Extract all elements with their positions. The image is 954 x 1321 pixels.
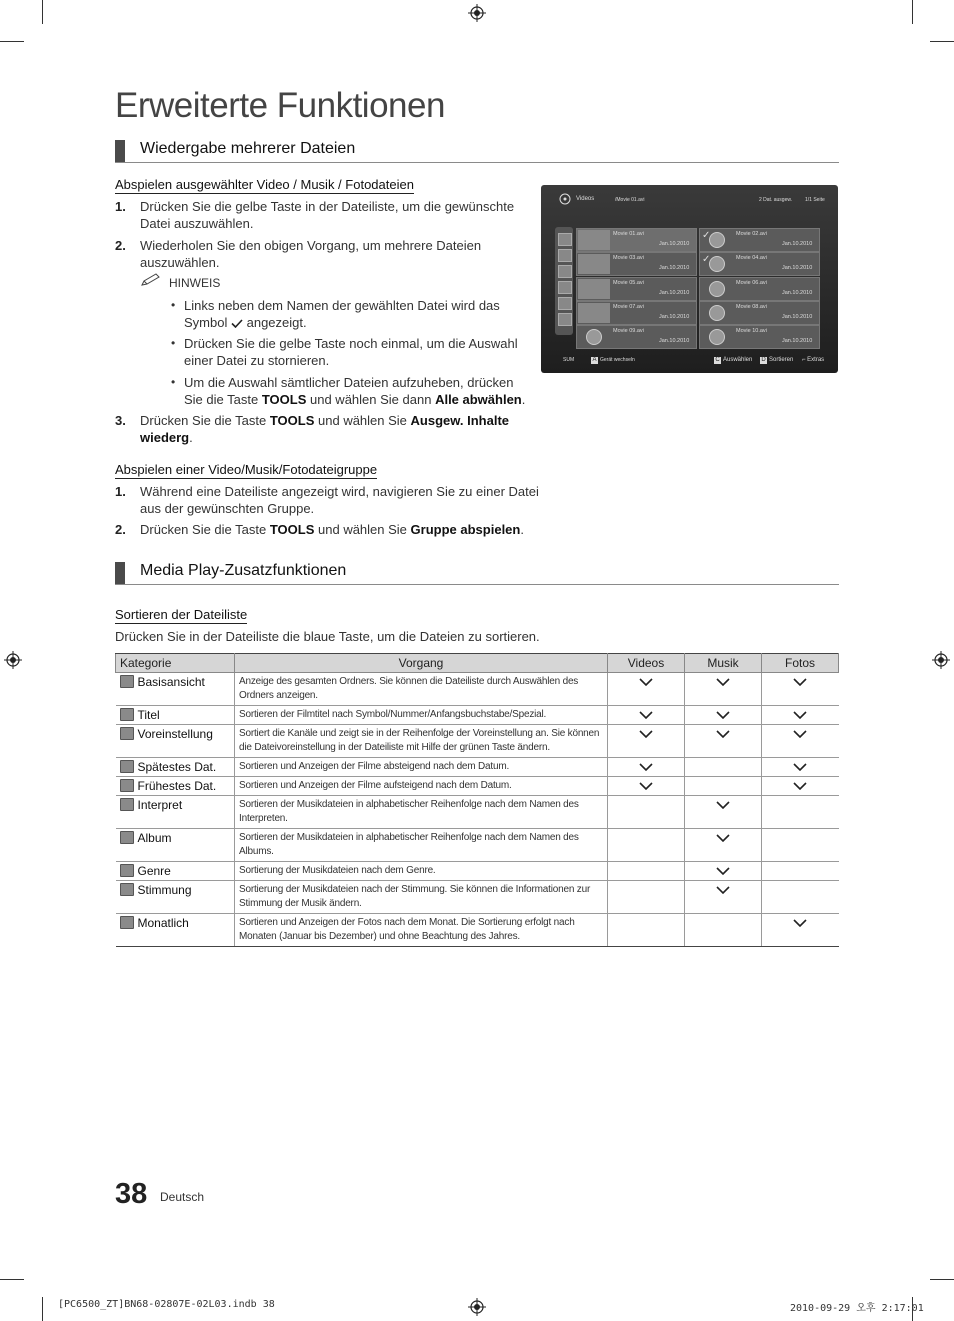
chevron-down-icon — [716, 834, 730, 842]
chevron-down-icon — [716, 711, 730, 719]
step-text-part: und wählen Sie — [318, 413, 407, 428]
chevron-down-icon — [793, 763, 807, 771]
tv-file-name: Movie 09.avi — [613, 328, 644, 334]
section-heading — [115, 140, 839, 163]
chevron-down-icon — [793, 678, 807, 686]
chevron-down-icon — [793, 919, 807, 927]
step-text — [140, 198, 514, 232]
musik-cell — [685, 777, 762, 796]
kategorie-cell — [116, 758, 235, 777]
kategorie-label: Voreinstellung — [137, 727, 213, 741]
print-timestamp: 2010-09-29 오후 2:17:01 — [790, 1303, 924, 1314]
tv-key-c-hint — [714, 357, 752, 364]
crop-mark — [930, 1279, 954, 1280]
tv-file-item[interactable] — [699, 277, 820, 301]
musik-cell — [685, 706, 762, 725]
tv-file-date: Jan.10.2010 — [659, 265, 690, 271]
videos-cell — [608, 829, 685, 862]
menu-option: Alle abwählen — [435, 392, 522, 407]
kategorie-label: Genre — [137, 864, 171, 878]
tv-extras-hint — [802, 357, 824, 363]
videos-cell — [608, 881, 685, 914]
tv-file-name: Movie 01.avi — [613, 231, 644, 237]
tv-file-date: Jan.10.2010 — [659, 338, 690, 344]
musik-cell — [685, 673, 762, 706]
chevron-down-icon — [639, 782, 653, 790]
mood-icon — [120, 883, 134, 896]
section-bar — [115, 562, 125, 584]
subsection-heading: Abspielen einer Video/Musik/Fotodateigruppe — [115, 462, 378, 477]
registration-mark-icon — [4, 651, 22, 669]
tv-hint-label: Extras — [807, 357, 825, 363]
fotos-cell — [762, 914, 839, 947]
tools-key: TOOLS — [261, 392, 307, 407]
sort-options-table — [115, 653, 839, 947]
tv-file-name: Movie 04.avi — [736, 255, 767, 261]
subsection-heading: Sortieren der Dateiliste — [115, 607, 248, 622]
kategorie-cell — [116, 914, 235, 947]
musik-cell — [685, 796, 762, 829]
tv-file-name: Movie 08.avi — [736, 304, 767, 310]
chevron-down-icon — [793, 782, 807, 790]
step-text — [140, 412, 509, 446]
folder-icon — [558, 233, 572, 246]
section-bar — [115, 140, 125, 162]
step-text — [140, 483, 539, 517]
kategorie-cell — [116, 706, 235, 725]
step-line: Wiederholen Sie den obigen Vorgang, um mehrere Dateien — [140, 238, 482, 253]
chevron-down-icon — [639, 678, 653, 686]
tv-file-item[interactable] — [699, 301, 820, 325]
note-text — [184, 335, 518, 369]
video-thumbnail — [578, 230, 610, 250]
tv-file-item[interactable] — [699, 252, 820, 276]
tv-hint-label: Sortieren — [769, 357, 794, 363]
registration-mark-icon — [468, 1298, 486, 1316]
kategorie-label: Stimmung — [137, 883, 192, 897]
chevron-down-icon — [716, 886, 730, 894]
vorgang-cell: Sortierung der Musikdateien nach der Stimmung. Sie können die Informationen zur Stimmung der Musik ändern. — [235, 881, 608, 914]
table-row — [116, 829, 839, 862]
videos-cell — [608, 706, 685, 725]
videos-cell — [608, 796, 685, 829]
note-line: angezeigt. — [246, 315, 307, 330]
step-number: 3. — [115, 413, 126, 428]
key-a-icon: A — [592, 357, 597, 363]
table-header-row — [116, 654, 839, 673]
chevron-down-icon — [793, 730, 807, 738]
tv-file-name: Movie 05.avi — [613, 280, 644, 286]
tv-path: /Movie 01.avi — [615, 197, 645, 203]
fotos-cell — [762, 706, 839, 725]
tv-file-date: Jan.10.2010 — [782, 338, 813, 344]
crop-mark — [0, 41, 24, 42]
musik-cell — [685, 881, 762, 914]
page-language: Deutsch — [160, 1190, 205, 1204]
vorgang-cell: Sortieren der Musikdateien in alphabetischer Reihenfolge nach dem Namen des Interpreten. — [235, 796, 608, 829]
tv-category: Videos — [576, 196, 595, 202]
calendar-earliest-icon — [558, 281, 572, 294]
step-number: 1. — [115, 199, 126, 214]
folder-icon — [120, 675, 134, 688]
kategorie-cell — [116, 829, 235, 862]
tv-key-d-hint — [760, 357, 793, 364]
tv-device: SUM — [563, 357, 575, 363]
kategorie-label: Titel — [137, 708, 160, 722]
key-d-icon: D — [761, 357, 766, 363]
note-text-part: Sie die Taste — [184, 392, 259, 407]
kategorie-label: Album — [137, 831, 172, 845]
fotos-cell — [762, 725, 839, 758]
vorgang-cell: Sortiert die Kanäle und zeigt sie in der Reihenfolge der Voreinstellung an. Sie können die Dateivoreinstellung in der Dateiliste mit Hilfe der grünen Taste ändern. — [235, 725, 608, 758]
tv-file-name: Movie 03.avi — [613, 255, 644, 261]
kategorie-label: Monatlich — [137, 916, 189, 930]
vorgang-cell: Anzeige des gesamten Ordners. Sie können die Dateiliste durch Auswählen des Ordners anzeigen. — [235, 673, 608, 706]
kategorie-label: Frühestes Dat. — [137, 779, 217, 793]
note-line: Links neben dem Namen der gewählten Datei wird das — [184, 298, 500, 313]
vorgang-cell: Sortieren und Anzeigen der Fotos nach dem Monat. Die Sortierung erfolgt nach Monaten (Januar bis Dezember) und ohne Beachtung des Jahres. — [235, 914, 608, 947]
table-row — [116, 881, 839, 914]
bullet: • — [171, 298, 176, 312]
page-number: 38 — [115, 1178, 148, 1210]
tv-file-item[interactable] — [699, 325, 820, 349]
calendar-earliest-icon — [120, 779, 134, 792]
kategorie-cell — [116, 881, 235, 914]
menu-option: Ausgew. Inhalte — [410, 413, 510, 428]
note-line: Symbol — [184, 315, 228, 330]
musik-cell — [685, 725, 762, 758]
musik-cell — [685, 829, 762, 862]
step-number: 2. — [115, 522, 126, 537]
subsection-heading: Abspielen ausgewählter Video / Musik / Fotodateien — [115, 177, 414, 192]
videos-cell — [608, 725, 685, 758]
videos-cell — [608, 777, 685, 796]
tv-file-name: Movie 02.avi — [736, 231, 767, 237]
tv-file-date: Jan.10.2010 — [659, 314, 690, 320]
header-videos: Videos — [608, 654, 685, 673]
tv-screen-screenshot — [541, 185, 838, 373]
kategorie-label: Basisansicht — [137, 675, 205, 689]
step-line: aus der gewünschten Gruppe. — [140, 501, 315, 516]
kategorie-label: Spätestes Dat. — [137, 760, 217, 774]
tv-key-a-hint — [591, 357, 635, 364]
tv-hint-label: Gerät wechseln — [600, 357, 635, 363]
print-file-info: [PC6500_ZT]BN68-02807E-02L03.indb 38 — [58, 1299, 275, 1310]
step-text-part: und wählen Sie — [318, 522, 407, 537]
musik-cell — [685, 862, 762, 881]
genre-icon — [120, 864, 134, 877]
title-sort-icon — [558, 249, 572, 262]
bullet: • — [171, 375, 176, 389]
fotos-cell — [762, 777, 839, 796]
step-text-part: Drücken Sie die Taste — [140, 413, 267, 428]
fotos-cell — [762, 881, 839, 914]
table-row — [116, 706, 839, 725]
film-reel-icon — [709, 281, 725, 297]
header-kategorie: Kategorie — [116, 654, 235, 673]
header-vorgang: Vorgang — [235, 654, 608, 673]
tv-file-item[interactable] — [576, 252, 697, 276]
header-fotos: Fotos — [762, 654, 839, 673]
step-line: auszuwählen. — [140, 255, 220, 270]
menu-option: wiederg — [140, 430, 190, 445]
registration-mark-icon — [468, 4, 486, 22]
title-sort-icon — [120, 708, 134, 721]
musik-cell — [685, 914, 762, 947]
note-line: Drücken Sie die gelbe Taste noch einmal, um die Auswahl — [184, 336, 518, 351]
tv-file-item[interactable] — [576, 228, 697, 252]
fotos-cell — [762, 829, 839, 862]
tv-file-date: Jan.10.2010 — [782, 241, 813, 247]
crop-mark — [912, 0, 913, 24]
step-number: 2. — [115, 238, 126, 253]
tv-file-item[interactable] — [576, 301, 697, 325]
tv-page-count: 1/1 Seite — [805, 197, 825, 203]
step-text-part: Drücken Sie die Taste — [140, 522, 267, 537]
album-icon — [120, 831, 134, 844]
chevron-down-icon — [716, 678, 730, 686]
tools-icon: ⌐ — [802, 357, 808, 363]
table-row — [116, 777, 839, 796]
tv-file-name: Movie 06.avi — [736, 280, 767, 286]
tv-hint-label: Auswählen — [723, 357, 753, 363]
chevron-down-icon — [716, 867, 730, 875]
kategorie-cell — [116, 796, 235, 829]
kategorie-label: Interpret — [137, 798, 183, 812]
step-line: Während eine Dateiliste angezeigt wird, navigieren Sie zu einer Datei — [140, 484, 539, 499]
note-line: einer Datei zu stornieren. — [184, 353, 330, 368]
videos-cell — [608, 673, 685, 706]
tools-key: TOOLS — [269, 522, 315, 537]
table-row — [116, 796, 839, 829]
step-line: Datei auszuwählen. — [140, 216, 254, 231]
note-text-part: und wählen Sie dann — [310, 392, 432, 407]
artist-icon — [120, 798, 134, 811]
note-text — [184, 297, 500, 331]
checkmark-icon — [231, 319, 243, 328]
film-reel-icon — [709, 305, 725, 321]
fotos-cell — [762, 673, 839, 706]
step-number: 1. — [115, 484, 126, 499]
kategorie-cell — [116, 725, 235, 758]
crop-mark — [930, 41, 954, 42]
bullet: • — [171, 336, 176, 350]
film-reel-icon — [709, 329, 725, 345]
video-thumbnail — [578, 303, 610, 323]
note-text-part: . — [521, 392, 526, 407]
table-row — [116, 914, 839, 947]
chevron-down-icon — [716, 730, 730, 738]
film-reel-icon — [709, 256, 725, 272]
table-row — [116, 725, 839, 758]
tv-file-item[interactable] — [699, 228, 820, 252]
calendar-latest-icon — [558, 265, 572, 278]
crop-mark — [42, 0, 43, 24]
step-text — [140, 237, 481, 271]
step-text — [140, 521, 524, 538]
intro-text: Drücken Sie in der Dateiliste die blaue Taste, um die Dateien zu sortieren. — [115, 629, 540, 644]
tv-footer — [541, 353, 838, 373]
note-text — [184, 374, 525, 408]
monthly-icon — [120, 916, 134, 929]
note-line: Um die Auswahl sämtlicher Dateien aufzuheben, drücken — [184, 375, 514, 390]
chevron-down-icon — [639, 730, 653, 738]
film-reel-icon — [586, 329, 602, 345]
tv-file-name: Movie 10.avi — [736, 328, 767, 334]
film-reel-icon — [709, 232, 725, 248]
tv-file-name: Movie 07.avi — [613, 304, 644, 310]
tools-key: TOOLS — [269, 413, 315, 428]
video-thumbnail — [578, 279, 610, 299]
vorgang-cell: Sortieren und Anzeigen der Filme absteigend nach dem Datum. — [235, 758, 608, 777]
videos-cell — [608, 758, 685, 777]
section-heading — [115, 562, 839, 585]
kategorie-cell — [116, 777, 235, 796]
chevron-down-icon — [639, 711, 653, 719]
crop-mark — [42, 1297, 43, 1321]
musik-cell — [685, 758, 762, 777]
kategorie-cell — [116, 862, 235, 881]
tv-file-date: Jan.10.2010 — [782, 265, 813, 271]
note-pencil-icon — [140, 273, 162, 287]
fotos-cell — [762, 796, 839, 829]
selected-check-icon: ✓ — [702, 254, 711, 265]
videos-cell — [608, 862, 685, 881]
videos-cell — [608, 914, 685, 947]
calendar-latest-icon — [120, 760, 134, 773]
note-label: HINWEIS — [169, 276, 221, 290]
tv-file-date: Jan.10.2010 — [782, 314, 813, 320]
section-heading-text: Media Play-Zusatzfunktionen — [140, 562, 347, 579]
registration-mark-icon — [932, 651, 950, 669]
vorgang-cell: Sortieren und Anzeigen der Filme aufsteigend nach dem Datum. — [235, 777, 608, 796]
star-icon — [120, 727, 134, 740]
step-text-part: . — [189, 430, 193, 445]
video-category-icon — [559, 193, 571, 205]
chevron-down-icon — [716, 801, 730, 809]
step-line: Drücken Sie die gelbe Taste in der Dateiliste, um die gewünschte — [140, 199, 515, 214]
header-musik: Musik — [685, 654, 762, 673]
vorgang-cell: Sortierung der Musikdateien nach dem Genre. — [235, 862, 608, 881]
chevron-down-icon — [793, 711, 807, 719]
kategorie-cell — [116, 673, 235, 706]
vorgang-cell: Sortieren der Musikdateien in alphabetischer Reihenfolge nach dem Namen des Albums. — [235, 829, 608, 862]
page-title: Erweiterte Funktionen — [115, 86, 445, 125]
key-c-icon: C — [715, 357, 720, 363]
fotos-cell — [762, 758, 839, 777]
tv-file-item[interactable] — [576, 277, 697, 301]
tv-file-date: Jan.10.2010 — [659, 241, 690, 247]
tv-file-date: Jan.10.2010 — [659, 290, 690, 296]
section-heading-text: Wiedergabe mehrerer Dateien — [140, 140, 356, 157]
crop-mark — [0, 1279, 24, 1280]
selected-check-icon: ✓ — [702, 230, 711, 241]
artist-icon — [558, 297, 572, 310]
fotos-cell — [762, 862, 839, 881]
chevron-down-icon — [639, 763, 653, 771]
table-row — [116, 862, 839, 881]
vorgang-cell: Sortieren der Filmtitel nach Symbol/Nummer/Anfangsbuchstabe/Spezial. — [235, 706, 608, 725]
step-text-part: . — [520, 522, 524, 537]
tv-file-item[interactable] — [576, 325, 697, 349]
table-row — [116, 758, 839, 777]
video-thumbnail — [578, 254, 610, 274]
menu-option: Gruppe abspielen — [410, 522, 521, 537]
tv-selected-count: 2 Dat. ausgew. — [759, 197, 793, 203]
table-row — [116, 673, 839, 706]
tv-file-date: Jan.10.2010 — [782, 290, 813, 296]
album-icon — [558, 313, 572, 326]
